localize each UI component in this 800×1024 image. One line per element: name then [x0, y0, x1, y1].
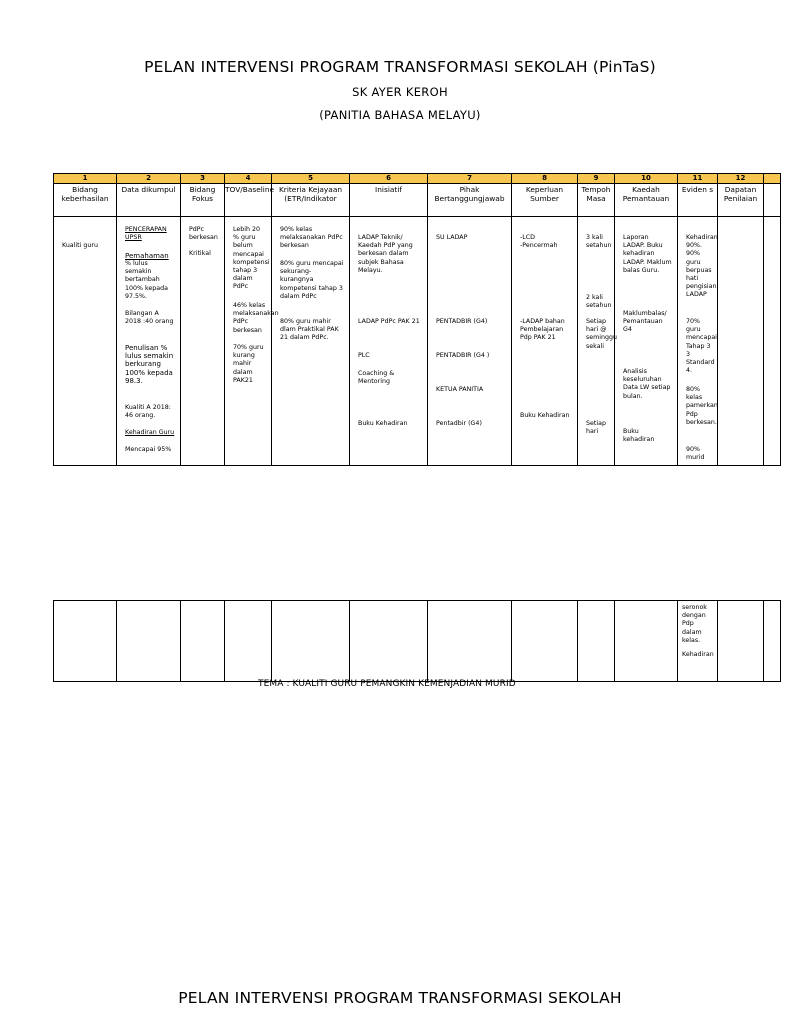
cell-text: 70% guru kurang mahir dalam PAK21	[233, 344, 264, 384]
cell-text: 90% murid	[686, 446, 705, 462]
cell-text: 80% guru mencapai sekurang-kurangnya kompetensi tahap 3 dalam PdPc	[280, 260, 344, 300]
panel-name: (PANITIA BAHASA MELAYU)	[319, 108, 481, 122]
cell-text: PdPc berkesan	[189, 226, 218, 242]
header-cell: Data dikumpul	[117, 184, 181, 217]
cell-keperluan	[512, 217, 578, 466]
cell-empty	[117, 601, 181, 682]
col-number: 5	[272, 174, 350, 184]
cell-text: PENTADBIR (G4 )	[436, 352, 490, 359]
cell-kaedah	[615, 217, 678, 466]
cell-text: Kualiti A 2018: 46 orang.	[125, 404, 171, 420]
col-number: 2	[117, 174, 181, 184]
cell-empty	[615, 601, 678, 682]
cell-text: -LADAP bahan Pembelajaran Pdp PAK 21	[520, 318, 565, 342]
cell-eviden	[678, 217, 718, 466]
cell-text: % lulus semakin bertambah 100% kepada 97.5%.	[125, 260, 169, 300]
continuation-table	[53, 600, 781, 682]
cell-text: LADAP PdPc PAK 21	[358, 318, 420, 325]
cell-empty	[578, 601, 615, 682]
cell-empty	[272, 601, 350, 682]
header-cell: Kaedah Pemantauan	[615, 184, 678, 217]
cell-empty	[350, 601, 428, 682]
column-number-row	[54, 174, 781, 184]
cell-dapatan	[718, 217, 764, 466]
cell-empty	[181, 601, 225, 682]
cell-text: Analisis keseluruhan Data LW setiap bulan.	[623, 368, 671, 400]
cell-empty	[54, 601, 117, 682]
cell-text: LADAP Teknik/ Kaedah PdP yang berkesan dalam subjek Bahasa Melayu.	[358, 234, 413, 274]
header-cell: Inisiatif	[350, 184, 428, 217]
cell-tempoh	[578, 217, 618, 466]
cell-text: PENTADBIR (G4)	[436, 318, 488, 325]
header-cell	[764, 184, 781, 217]
cell-text: 3 kali setahun	[586, 234, 612, 250]
cell-empty	[764, 601, 781, 682]
cell-text: Buku Kehadiran	[520, 412, 570, 419]
cell-text: 46% kelas melaksanakan PdPc berkesan	[233, 302, 279, 334]
col-number: 1	[54, 174, 117, 184]
col-number: 7	[428, 174, 512, 184]
school-name: SK AYER KEROH	[352, 85, 448, 99]
intervention-table	[53, 173, 781, 466]
cell-text: Coaching & Mentoring	[358, 370, 395, 386]
cell-empty	[428, 601, 512, 682]
cell-text: seronok dengan Pdp dalam kelas.	[682, 604, 707, 644]
cell-text: Maklumbalas/ Pemantauan G4	[623, 310, 667, 334]
cell-text: Kritikal	[189, 250, 211, 257]
cell-text: Laporan LADAP. Buku kehadiran LADAP. Maklum balas Guru.	[623, 234, 672, 274]
cell-text: PENCERAPAN UPSR	[125, 226, 167, 242]
col-number: 8	[512, 174, 578, 184]
table-row	[54, 217, 781, 466]
col-number: 6	[350, 174, 428, 184]
cell-text: Kehadiran Guru	[125, 429, 175, 436]
header-cell: Dapatan Penilaian	[718, 184, 764, 217]
cell-baseline	[225, 217, 279, 466]
cell-text: KETUA PANITIA	[436, 386, 484, 393]
cell-text: 80% kelas pamerkan Pdp berkesan.	[686, 386, 718, 426]
cell-text: Kehadiran	[682, 651, 714, 659]
header-cell: Tempoh Masa	[578, 184, 615, 217]
cell-text: Penulisan % lulus semakin berkurang 100% kepada 98.3.	[125, 344, 174, 385]
cell-text: Mencapai 95%	[125, 446, 172, 453]
document-title: PELAN INTERVENSI PROGRAM TRANSFORMASI SEKOLAH (PinTaS)	[144, 58, 656, 76]
cell-pihak	[428, 217, 512, 466]
cell-text: Bilangan A 2018 :40 orang	[125, 310, 174, 326]
cell-text: Pentadbir (G4)	[436, 420, 482, 427]
header-cell: Kriteria Kejayaan (ETR/Indikator	[272, 184, 350, 217]
cell-kriteria	[272, 217, 350, 466]
cell-text: Kualiti guru	[62, 242, 98, 249]
cell-text: Lebih 20 % guru belum mencapai kompetensi tahap 3 dalam PdPc	[233, 226, 270, 291]
header-cell: Eviden s	[678, 184, 718, 217]
cell-text: -LCD	[520, 234, 536, 241]
header-cell: Bidang keberhasilan	[54, 184, 117, 217]
next-page-title: PELAN INTERVENSI PROGRAM TRANSFORMASI SEKOLAH	[178, 989, 622, 1007]
col-number	[764, 174, 781, 184]
header-cell: Keperluan Sumber	[512, 184, 578, 217]
cell-text: Setiap hari @ seminggu sekali	[586, 318, 618, 350]
cell-text: Setiap hari	[586, 420, 606, 436]
cell-extra	[764, 217, 781, 466]
theme-caption: TEMA : KUALITI GURU PEMANGKIN KEMENJADIAN MURID	[258, 679, 516, 689]
header-cell: Bidang Fokus	[181, 184, 225, 217]
cell-text: Buku Kehadiran	[358, 420, 408, 427]
cell-data	[117, 217, 181, 466]
cell-empty	[225, 601, 272, 682]
cell-text: PLC	[358, 352, 370, 359]
cell-text: 2 kali setahun	[586, 294, 612, 310]
header-cell: Pihak Bertanggungjawab	[428, 184, 512, 217]
cell-fokus	[181, 217, 225, 466]
cell-text: Buku kehadiran	[623, 428, 655, 444]
cell-text: SU LADAP	[436, 234, 468, 241]
table-row	[54, 601, 781, 682]
header-cell: TOV/Baseline	[225, 184, 272, 217]
cell-text: 90% kelas melaksanakan PdPc berkesan	[280, 226, 343, 250]
cell-text: Kehadiran 90%. 90% guru berpuas hati pengisian LADAP	[686, 234, 718, 299]
cell-empty	[512, 601, 578, 682]
header-row	[54, 184, 781, 217]
cell-eviden	[678, 601, 718, 682]
cell-text: 70% guru mencapai Tahap 3 3 Standard 4.	[686, 318, 717, 375]
cell-empty	[718, 601, 764, 682]
col-number: 9	[578, 174, 615, 184]
cell-text: Pemahaman	[125, 252, 169, 260]
col-number: 4	[225, 174, 272, 184]
col-number: 11	[678, 174, 718, 184]
cell-text: 80% guru mahir dlam Praktikal PAK 21 dalam PdPc.	[280, 318, 339, 342]
cell-text: -Pencermah	[520, 242, 558, 249]
col-number: 12	[718, 174, 764, 184]
cell-bidang	[54, 217, 117, 466]
cell-inisiatif	[350, 217, 428, 466]
col-number: 3	[181, 174, 225, 184]
col-number: 10	[615, 174, 678, 184]
